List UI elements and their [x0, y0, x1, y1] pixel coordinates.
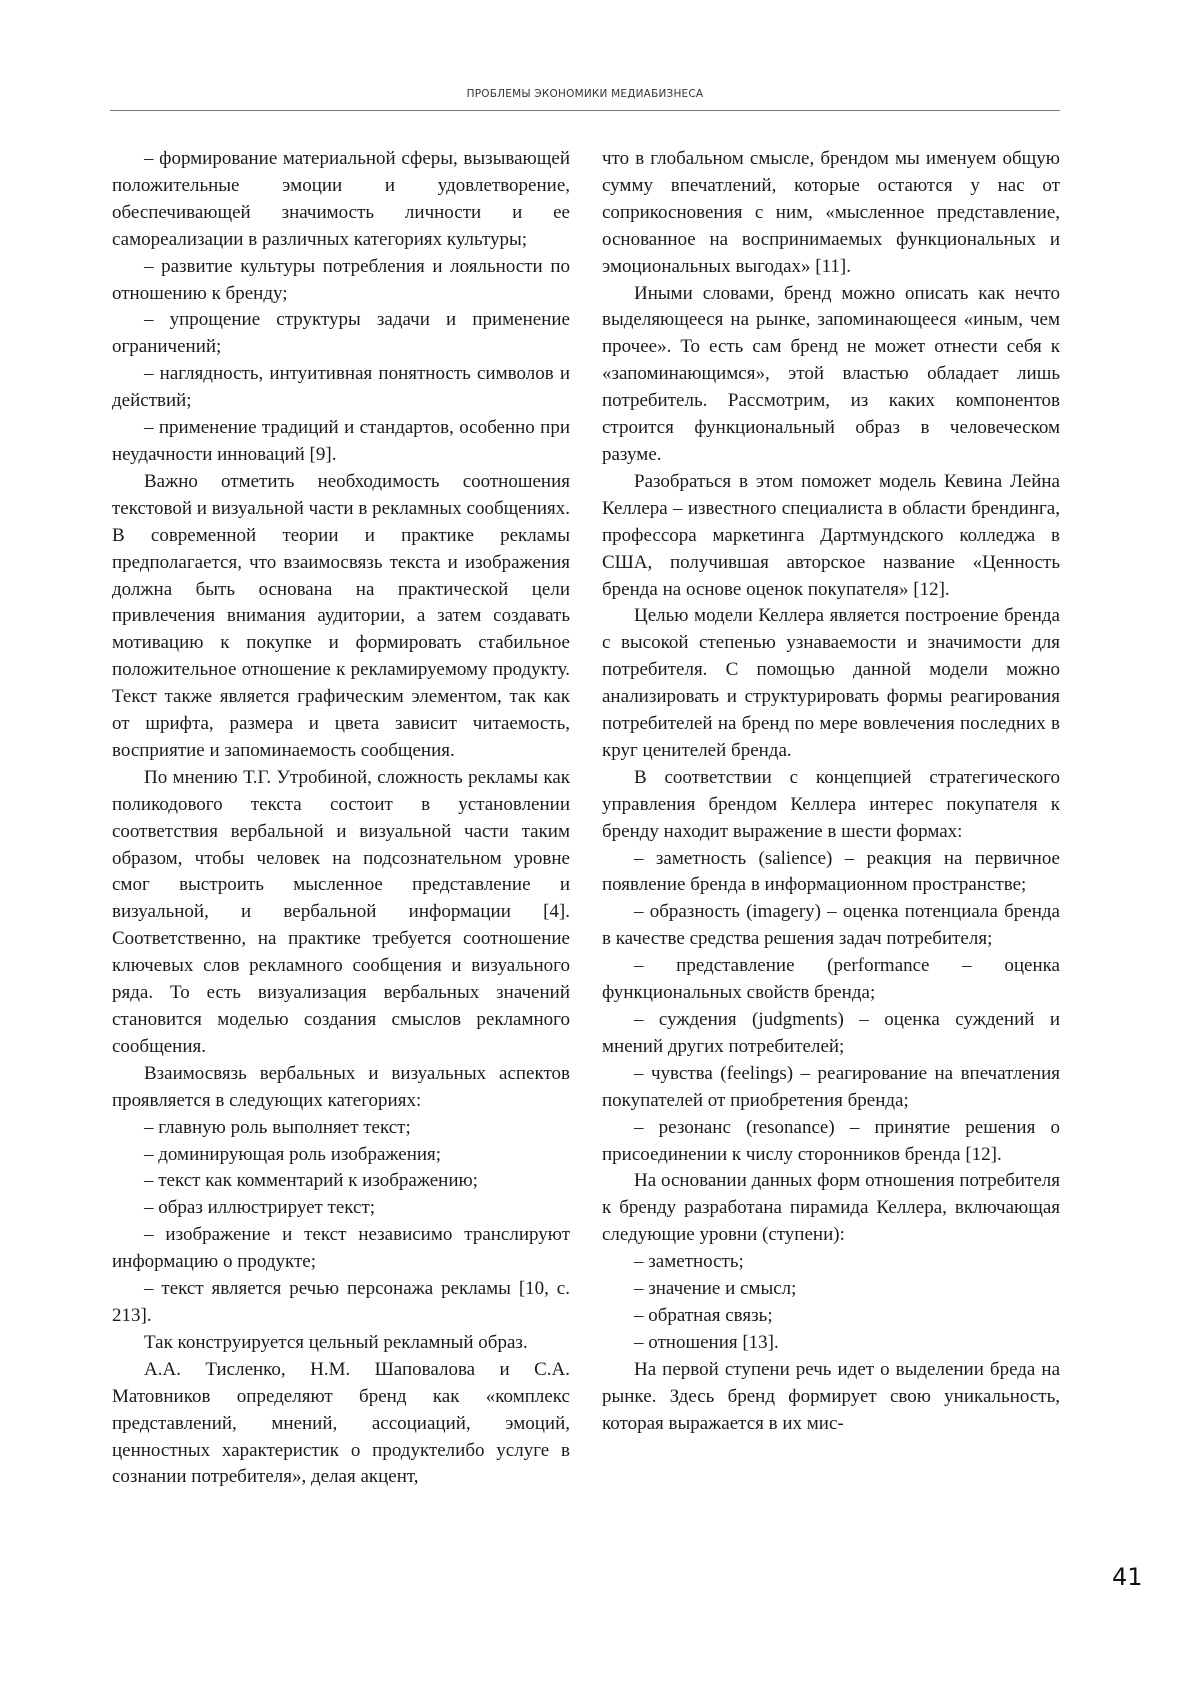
paragraph: По мнению Т.Г. Утробиной, сложность рекламы как поликодового текста состоит в установлении соответствия вербальной и визуальной части таким образом, чтобы человек на подсознательном уровне смог выстроить мысленное представление и визуальной, и вербальной информации [4]. Соответственно, на практике требуется соотношение ключевых слов рекламного сообщения и визуального ряда. То есть визуализация вербальных значений становится моделью создания смыслов рекламного сообщения. — [112, 766, 570, 1057]
paragraph: – резонанс (resonance) – принятие решения о присоединении к числу сторонников бренда [12]. — [602, 1116, 1060, 1165]
paragraph: На первой ступени речь идет о выделении бреда на рынке. Здесь бренд формирует свою уникальность, которая выражается в их мис- — [602, 1358, 1060, 1434]
paragraph: Взаимосвязь вербальных и визуальных аспектов проявляется в следующих категориях: — [112, 1062, 570, 1111]
right-column — [602, 146, 1060, 1438]
header-rule — [110, 110, 1060, 111]
paragraph: – наглядность, интуитивная понятность символов и действий; — [112, 363, 570, 412]
paragraph: – упрощение структуры задачи и применение ограничений; — [112, 309, 570, 358]
left-column — [112, 146, 570, 1491]
paragraph: Разобраться в этом поможет модель Кевина Лейна Келлера – известного специалиста в области брендинга, профессора маркетинга Дартмундского колледжа в США, получившая авторское название «Ценность бренда на основе оценок покупателя» [12]. — [602, 470, 1060, 600]
page-number: 41 — [1112, 1563, 1143, 1591]
paragraph: – заметность; — [634, 1251, 744, 1273]
paragraph: На основании данных форм отношения потребителя к бренду разработана пирамида Келлера, включающая следующие уровни (ступени): — [602, 1170, 1060, 1246]
paragraph: Целью модели Келлера является построение бренда с высокой степенью узнаваемости и значимости для потребителя. С помощью данной модели можно анализировать и структурировать формы реагирования потребителей на бренд по мере вовлечения последних в круг ценителей бренда. — [602, 605, 1060, 761]
paragraph: – текст является речью персонажа рекламы [10, с. 213]. — [112, 1278, 570, 1326]
paragraph: – развитие культуры потребления и лояльности по отношению к бренду; — [112, 255, 570, 304]
paragraph: В соответствии с концепцией стратегического управления брендом Келлера интерес покупателя к бренду находит выражение в шести формах: — [602, 766, 1060, 842]
paragraph: – обратная связь; — [634, 1304, 773, 1326]
paragraph: – представление (performance – оценка функциональных свойств бренда; — [602, 955, 1060, 1004]
running-header: ПРОБЛЕМЫ ЭКОНОМИКИ МЕДИАБИЗНЕСА — [466, 88, 704, 100]
paragraph: – суждения (judgments) – оценка суждений и мнений других потребителей; — [602, 1009, 1060, 1057]
paragraph: Важно отметить необходимость соотношения текстовой и визуальной части в рекламных сообщениях. В современной теории и практике рекламы предполагается, что взаимосвязь текста и изображения должна быть основана на практической цели привлечения внимания аудитории, а затем создавать мотивацию к покупке и формировать стабильное положительное отношение к рекламируемому продукту. Текст также является графическим элементом, так как от шрифта, размера и цвета зависит читаемость, восприятие и запоминаемость сообщения. — [112, 470, 570, 761]
paragraph: – чувства (feelings) – реагирование на впечатления покупателей от приобретения бренда; — [602, 1062, 1060, 1111]
paragraph: – изображение и текст независимо транслируют информацию о продукте; — [112, 1224, 570, 1273]
paragraph: – доминирующая роль изображения; — [144, 1143, 442, 1165]
paragraph: – главную роль выполняет текст; — [144, 1116, 411, 1138]
paragraph: – заметность (salience) – реакция на первичное появление бренда в информационном пространстве; — [602, 847, 1060, 896]
paragraph: – текст как комментарий к изображению; — [144, 1170, 478, 1192]
paragraph: Иными словами, бренд можно описать как нечто выделяющееся на рынке, запоминающееся «иным, чем прочее». То есть сам бренд не может отнести себя к «запоминающимся», этой властью обладает лишь потребитель. Рассмотрим, из каких компонентов строится функциональный образ в человеческом разуме. — [602, 282, 1060, 465]
paragraph: – значение и смысл; — [634, 1278, 797, 1300]
paragraph: – отношения [13]. — [634, 1331, 779, 1353]
paragraph: Так конструируется цельный рекламный образ. — [144, 1331, 528, 1353]
paragraph: А.А. Тисленко, Н.М. Шаповалова и С.А. Матовников определяют бренд как «комплекс представлений, мнений, ассоциаций, эмоций, ценностных характеристик о продуктелибо услуге в сознании потребителя», делая акцент, — [112, 1358, 570, 1488]
paragraph: – образ иллюстрирует текст; — [144, 1197, 376, 1219]
paragraph: – образность (imagery) – оценка потенциала бренда в качестве средства решения задач потребителя; — [602, 901, 1060, 950]
paragraph: – применение традиций и стандартов, особенно при неудачности инноваций [9]. — [112, 417, 570, 465]
paragraph: – формирование материальной сферы, вызывающей положительные эмоции и удовлетворение, обеспечивающей значимость личности и ее самореализации в различных категориях культуры; — [112, 148, 570, 250]
paragraph-continuation: что в глобальном смысле, брендом мы именуем общую сумму впечатлений, которые остаются у нас от соприкосновения с ним, «мысленное представление, основанное на воспринимаемых функциональных и эмоциональных выгодах» [11]. — [602, 148, 1060, 277]
